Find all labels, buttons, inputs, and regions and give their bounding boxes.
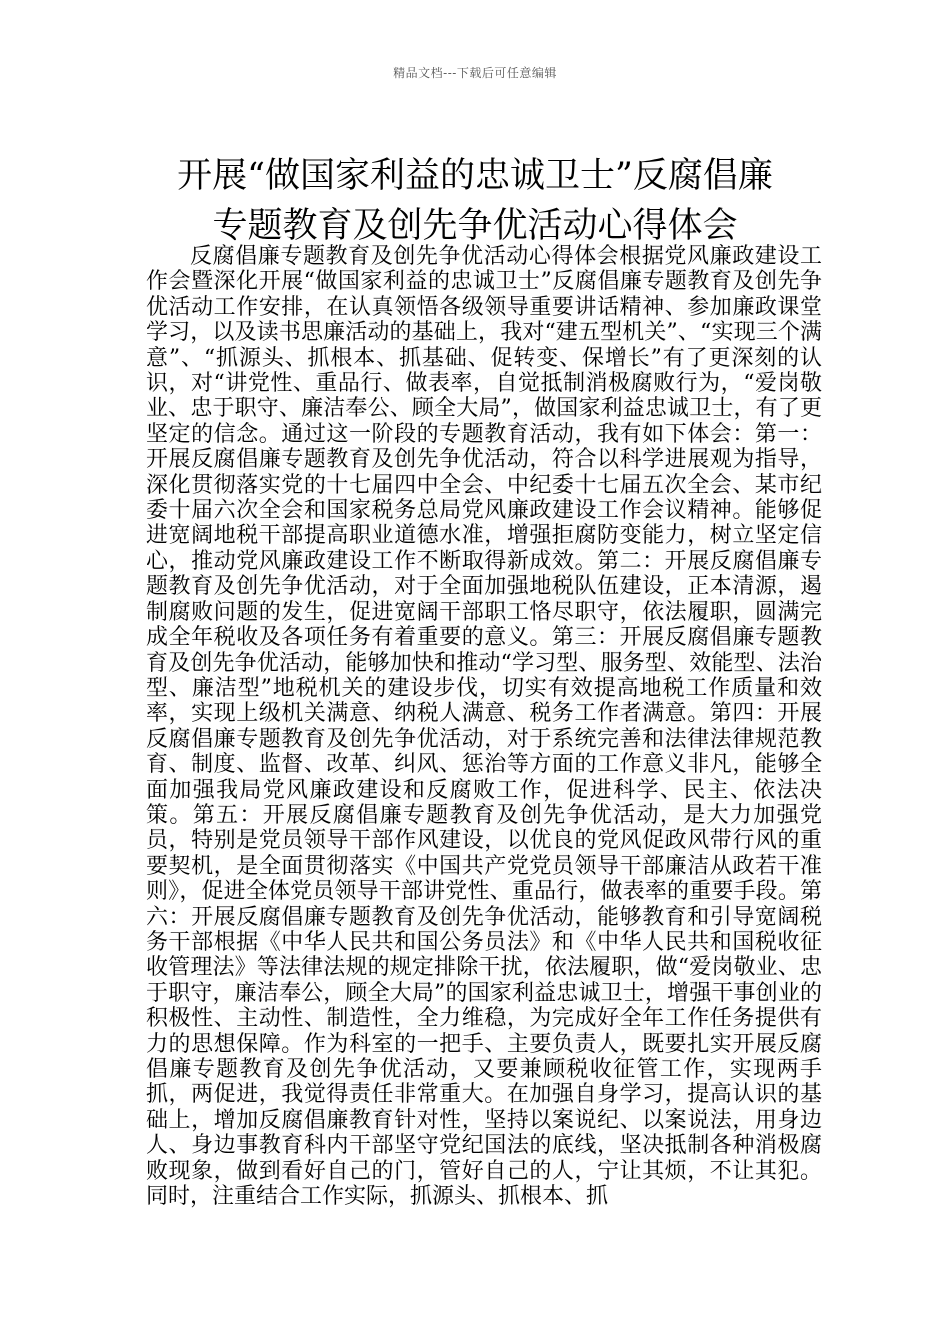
title-line-1: 开展“做国家利益的忠诚卫士”反腐倡廉 <box>177 156 773 197</box>
title-line-2: 专题教育及创先争优活动心得体会 <box>212 206 738 247</box>
body-paragraph: 反腐倡廉专题教育及创先争优活动心得体会根据党风廉政建设工作会暨深化开展“做国家利益的忠诚卫士”反腐倡廉专题教育及创先争优活动工作安排，在认真领悟各级领导重要讲话精神、参加廉政课堂学习，以及读书思廉活动的基础上，我对“建五型机关”、“实现三个满意”、“抓源头、抓根本、抓基础、促转变、保增长”有了更深刻的认识，对“讲党性、重品行、做表率，自觉抵制消极腐败行为，“爱岗敬业、忠于职守、廉洁奉公、顾全大局”，做国家利益忠诚卫士，有了更坚定的信念。通过这一阶段的专题教育活动，我有如下体会：第一：开展反腐倡廉专题教育及创先争优活动，符合以科学进展观为指导，深化贯彻落实党的十七届四中全会、中纪委十七届五次全会、某市纪委十届六次全会和国家税务总局党风廉政建设工作会议精神。能够促进宽阔地税干部提高职业道德水准，增强拒腐防变能力，树立坚定信心，推动党风廉政建设工作不断取得新成效。第二：开展反腐倡廉专题教育及创先争优活动，对于全面加强地税队伍建设，正本清源，遏制腐败问题的发生，促进宽阔干部职工恪尽职守，依法履职，圆满完成全年税收及各项任务有着重要的意义。第三：开展反腐倡廉专题教育及创先争优活动，能够加快和推动“学习型、服务型、效能型、法治型、廉洁型”地税机关的建设步伐，切实有效提高地税工作质量和效率，实现上级机关满意、纳税人满意、税务工作者满意。第四：开展反腐倡廉专题教育及创先争优活动，对于系统完善和法律法律规范教育、制度、监督、改革、纠风、惩治等方面的工作意义非凡，能够全面加强我局党风廉政建设和反腐败工作，促进科学、民主、依法决策。第五：开展反腐倡廉专题教育及创先争优活动，是大力加强党员，特别是党员领导干部作风建设，以优良的党风促政风带行风的重要契机，是全面贯彻落实《中国共产党党员领导干部廉洁从政若干准则》，促进全体党员领导干部讲党性、重品行，做表率的重要手段。第六：开展反腐倡廉专题教育及创先争优活动，能够教育和引导宽阔税务干部根据《中华人民共和国公务员法》和《中华人民共和国税收征收管理法》等法律法规的规定排除干扰，依法履职，做“爱岗敬业、忠于职守，廉洁奉公，顾全大局”的国家利益忠诚卫士，增强干事创业的积极性、主动性、制造性，全力维稳，为完成好全年工作任务提供有力的思想保障。作为科室的一把手、主要负责人，既要扎实开展反腐倡廉专题教育及创先争优活动，又要兼顾税收征管工作，实现两手抓，两促进，我觉得责任非常重大。在加强自身学习，提高认识的基础上，增加反腐倡廉教育针对性，坚持以案说纪、以案说法，用身边人、身边事教育科内干部坚守党纪国法的底线，坚决抵制各种消极腐败现象，做到看好自己的门，管好自己的人，宁让其烦，不让其犯。同时，注重结合工作实际，抓源头、抓根本、抓 <box>146 244 822 1210</box>
header-note: 精品文档---下载后可任意编辑 <box>393 66 557 80</box>
document-title <box>100 151 850 251</box>
